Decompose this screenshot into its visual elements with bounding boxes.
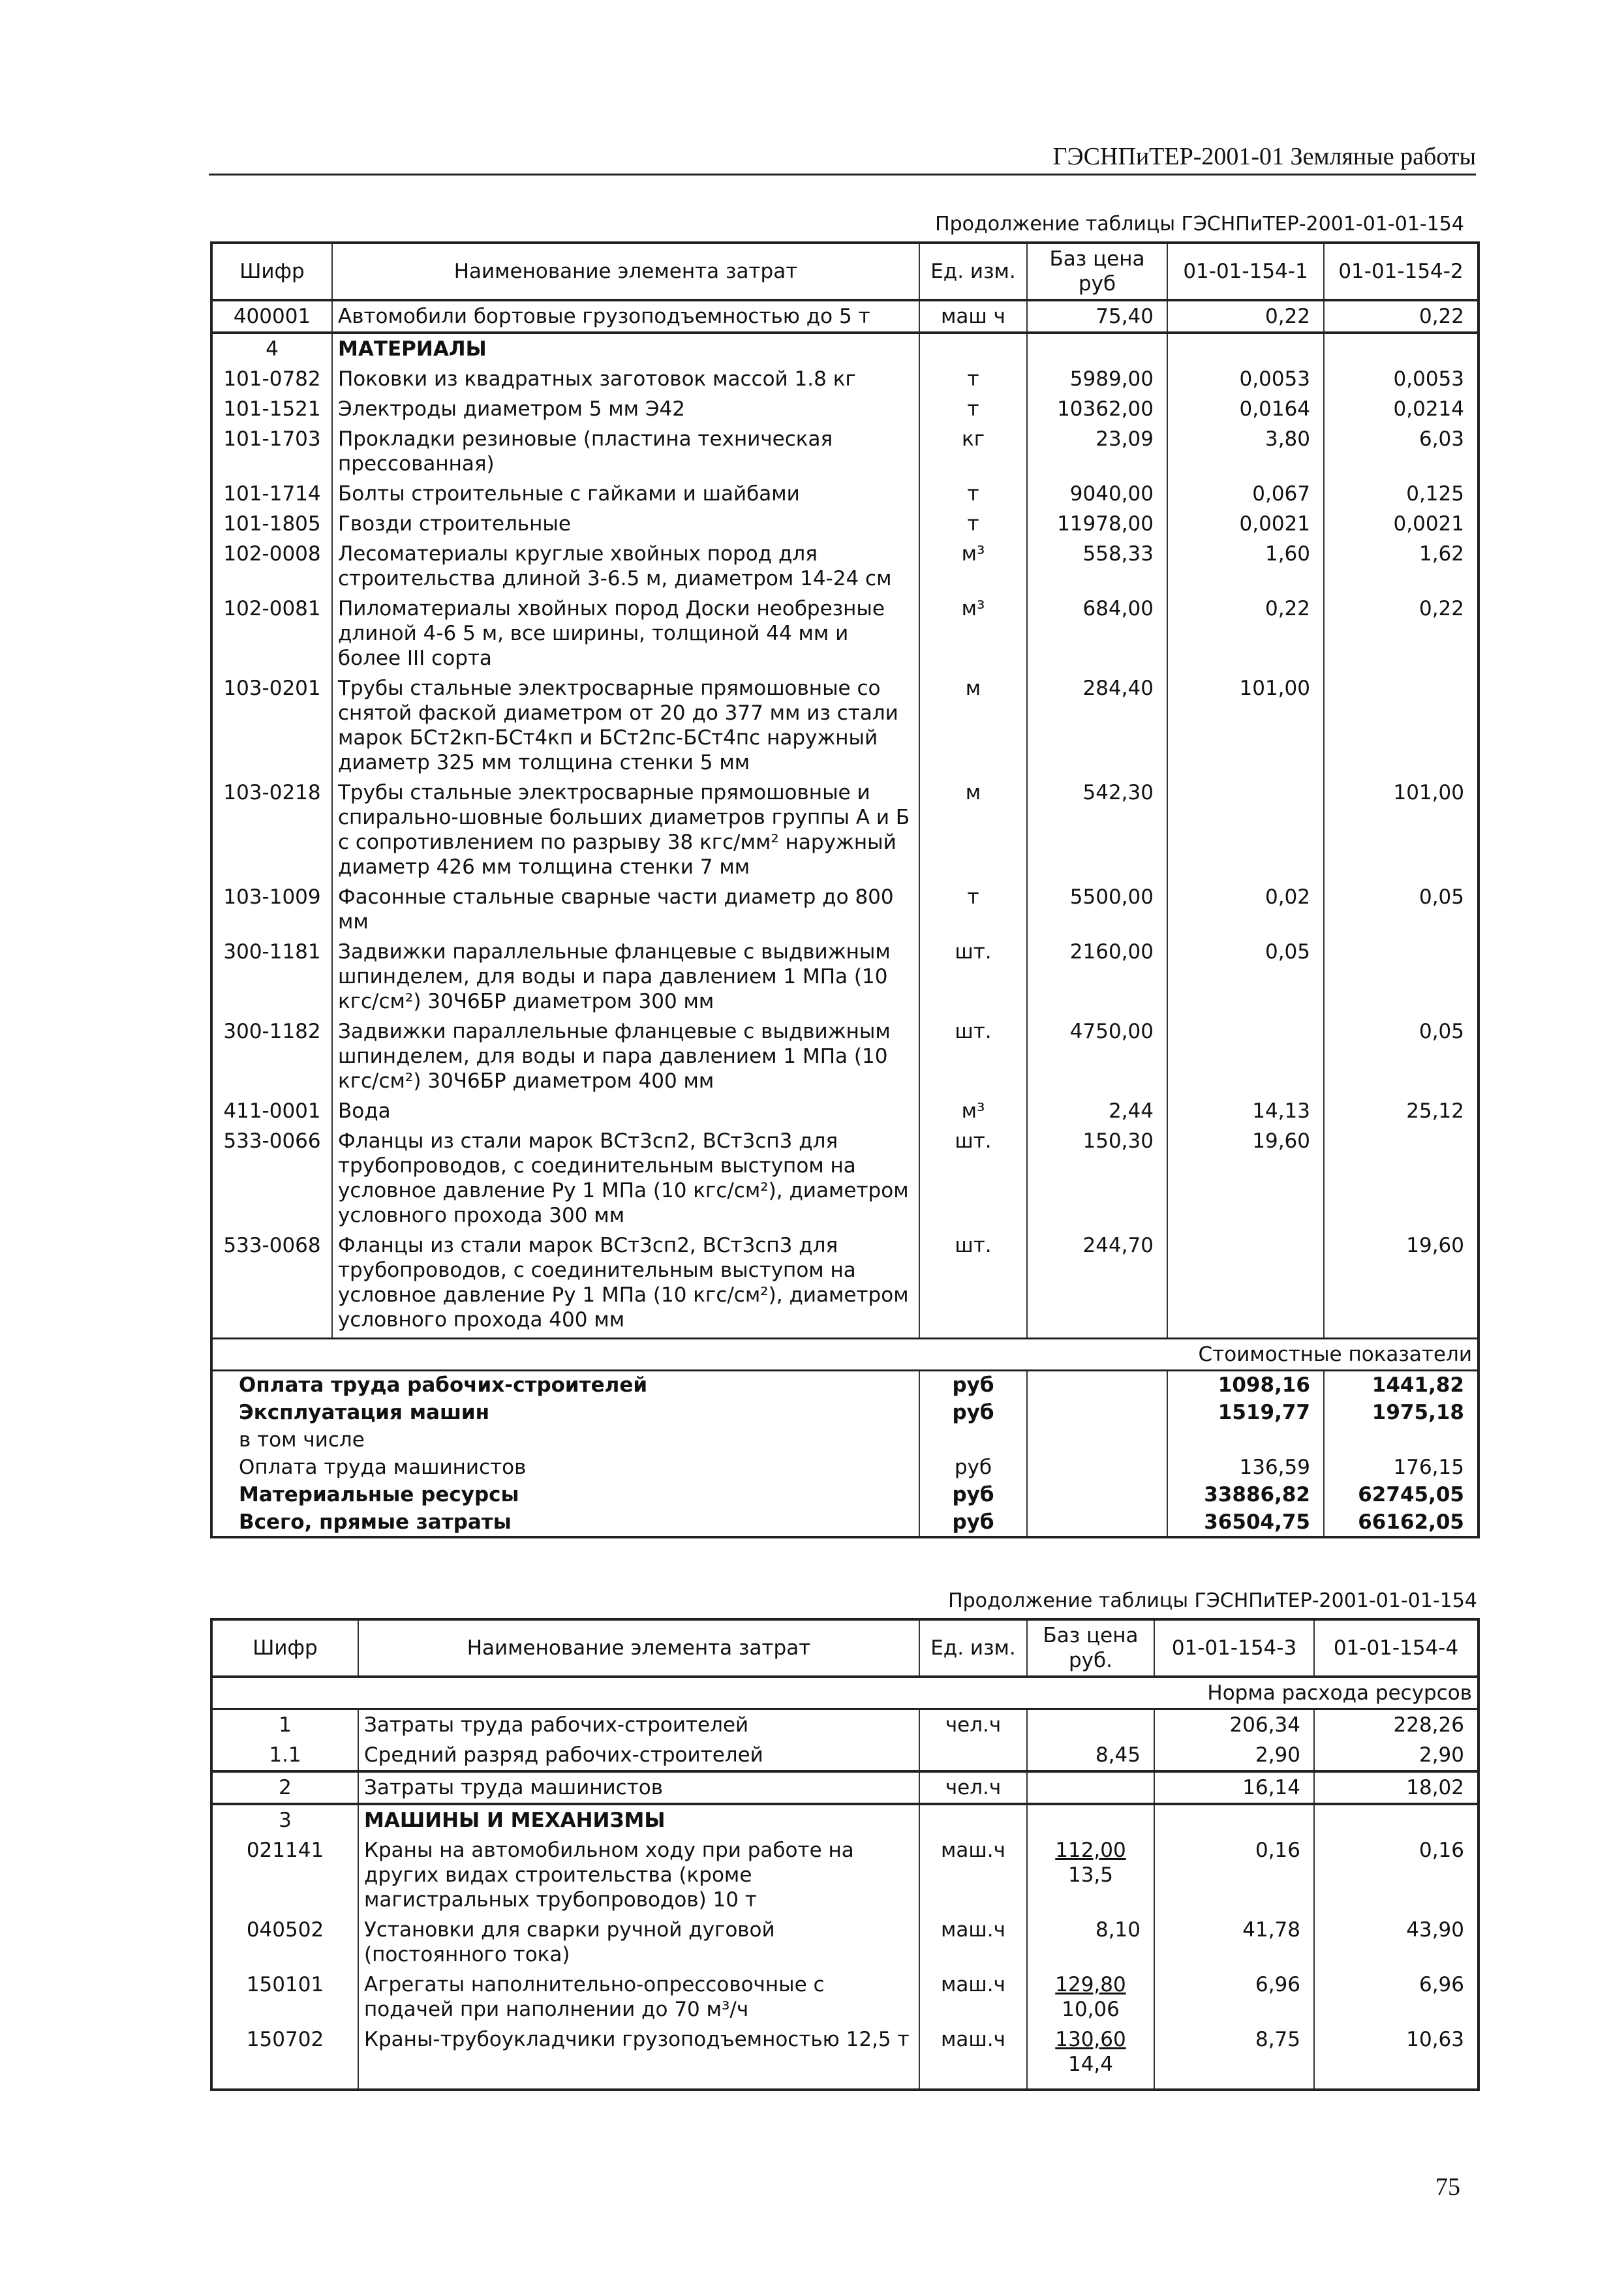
table-row (211, 394, 1478, 424)
row-code: 102-0008 (211, 539, 332, 594)
summary-unit: руб (919, 1454, 1027, 1481)
row-name: Вода (332, 1096, 919, 1126)
summary-label: Эксплуатация машин (211, 1399, 919, 1426)
row-unit: м³ (919, 1096, 1027, 1126)
row-value-1: 0,067 (1167, 479, 1324, 509)
head-col2: 01-01-154-4 (1314, 1619, 1478, 1677)
table1-head-row (211, 243, 1478, 300)
table2-caption: Продолжение таблицы ГЭСНПиТЕР-2001-01-01-154 (948, 1589, 1477, 1612)
row-value-1: 0,0164 (1167, 394, 1324, 424)
row-value-1 (1167, 1230, 1324, 1335)
row-code: 103-0201 (211, 673, 332, 778)
row-unit: маш.ч (919, 1835, 1027, 1915)
row-value-2: 0,0021 (1324, 509, 1478, 539)
head-price: Баз цена руб. (1027, 1619, 1154, 1677)
row-unit: шт. (919, 1126, 1027, 1230)
head-unit: Ед. изм. (919, 1619, 1027, 1677)
row-price: 11978,00 (1027, 509, 1167, 539)
row-unit: м³ (919, 594, 1027, 673)
row-code: 101-1805 (211, 509, 332, 539)
row-name: Затраты труда рабочих-строителей (358, 1709, 919, 1741)
row-value-1: 0,0021 (1167, 509, 1324, 539)
row-price: 75,40 (1027, 300, 1167, 333)
cost-band-row (211, 1339, 1478, 1371)
row-price: 558,33 (1027, 539, 1167, 594)
spacer-cell (1154, 2079, 1314, 2090)
row-name: Краны-трубоукладчики грузоподъемностью 12,5 т (358, 2025, 919, 2079)
row-value-1: 0,22 (1167, 300, 1324, 333)
row-unit: маш ч (919, 300, 1027, 333)
row-value-1: 0,05 (1167, 937, 1324, 1016)
summary-label: Оплата труда рабочих-строителей (211, 1371, 919, 1399)
row-price (1027, 333, 1167, 364)
row-code: 300-1182 (211, 1016, 332, 1096)
row-code: 4 (211, 333, 332, 364)
head-name: Наименование элемента затрат (332, 243, 919, 300)
head-col1: 01-01-154-1 (1167, 243, 1324, 300)
row-name: Фланцы из стали марок ВСт3сп2, ВСт3сп3 для трубопроводов, с соединительным выступом на условное давление Ру 1 МПа (10 кгс/см²), диаметром условного прохода 300 мм (332, 1126, 919, 1230)
table-row (211, 1804, 1478, 1835)
row-name: Краны на автомобильном ходу при работе на других видах строительства (кроме магистральных трубопроводов) 10 т (358, 1835, 919, 1915)
summary-value-2: 176,15 (1324, 1454, 1478, 1481)
row-name: Трубы стальные электросварные прямошовные со снятой фаской диаметром от 20 до 377 мм из стали марок БСт2кп-БСт4кп и БСт2пс-БСт4пс наружный диаметр 325 мм толщина стенки 5 мм (332, 673, 919, 778)
row-unit: т (919, 882, 1027, 937)
head-code: Шифр (211, 1619, 358, 1677)
row-value-1: 101,00 (1167, 673, 1324, 778)
summary-unit: руб (919, 1371, 1027, 1399)
table-row (211, 1771, 1478, 1804)
head-name: Наименование элемента затрат (358, 1619, 919, 1677)
row-unit: т (919, 394, 1027, 424)
table-row (211, 300, 1478, 333)
row-unit: маш.ч (919, 1970, 1027, 2025)
row-name: Пиломатериалы хвойных пород Доски необрезные длиной 4-6 5 м, все ширины, толщиной 44 мм и более III сорта (332, 594, 919, 673)
resource-table-2 (210, 1618, 1480, 2091)
row-value-2 (1324, 673, 1478, 778)
row-unit: м³ (919, 539, 1027, 594)
row-value-2: 0,16 (1314, 1835, 1478, 1915)
row-price (1027, 1740, 1154, 1771)
row-unit: маш.ч (919, 1915, 1027, 1970)
header-rule (209, 174, 1476, 176)
row-value-2: 1,62 (1324, 539, 1478, 594)
page-number: 75 (1435, 2173, 1460, 2201)
row-value-2: 10,63 (1314, 2025, 1478, 2079)
row-code: 1.1 (211, 1740, 358, 1771)
row-price: 2160,00 (1027, 937, 1167, 1016)
table2-head-row (211, 1619, 1478, 1677)
row-unit (919, 1740, 1027, 1771)
row-unit: шт. (919, 937, 1027, 1016)
row-code: 400001 (211, 300, 332, 333)
row-unit: кг (919, 424, 1027, 479)
row-code: 040502 (211, 1915, 358, 1970)
row-value-2: 43,90 (1314, 1915, 1478, 1970)
row-value-2: 25,12 (1324, 1096, 1478, 1126)
row-price: 5500,00 (1027, 882, 1167, 937)
row-price: 10362,00 (1027, 394, 1167, 424)
row-unit (919, 333, 1027, 364)
table-row (211, 882, 1478, 937)
row-code: 103-1009 (211, 882, 332, 937)
row-name: Электроды диаметром 5 мм Э42 (332, 394, 919, 424)
table1-body (211, 300, 1478, 1537)
row-name: Средний разряд рабочих-строителей (358, 1740, 919, 1771)
summary-row (211, 1454, 1478, 1481)
row-price (1027, 1915, 1154, 1970)
row-name: Фланцы из стали марок ВСт3сп2, ВСт3сп3 для трубопроводов, с соединительным выступом на условное давление Ру 1 МПа (10 кгс/см²), диаметром условного прохода 400 мм (332, 1230, 919, 1335)
row-value-1 (1167, 1016, 1324, 1096)
row-code: 3 (211, 1804, 358, 1835)
row-code: 103-0218 (211, 778, 332, 882)
table-row (211, 424, 1478, 479)
row-code: 533-0066 (211, 1126, 332, 1230)
price-main: 129,80 (1055, 1973, 1126, 1996)
price-main: 8,10 (1095, 1918, 1141, 1942)
summary-value-1: 1519,77 (1167, 1399, 1324, 1426)
row-price: 2,44 (1027, 1096, 1167, 1126)
row-unit: шт. (919, 1016, 1027, 1096)
row-code: 1 (211, 1709, 358, 1741)
table-row (211, 1709, 1478, 1741)
row-value-2 (1314, 1804, 1478, 1835)
table-row (211, 937, 1478, 1016)
summary-value-1 (1167, 1426, 1324, 1454)
row-name: Фасонные стальные сварные части диаметр до 800 мм (332, 882, 919, 937)
summary-unit (919, 1426, 1027, 1454)
row-price: 284,40 (1027, 673, 1167, 778)
table-row (211, 1740, 1478, 1771)
summary-unit: руб (919, 1481, 1027, 1508)
summary-value-1: 33886,82 (1167, 1481, 1324, 1508)
norm-band-row (211, 1677, 1478, 1709)
row-unit: м (919, 778, 1027, 882)
resource-table-1 (210, 241, 1480, 1538)
row-value-2: 6,96 (1314, 1970, 1478, 2025)
table-row (211, 1835, 1478, 1915)
row-price (1027, 2025, 1154, 2079)
row-code: 101-1714 (211, 479, 332, 509)
row-code: 533-0068 (211, 1230, 332, 1335)
summary-unit: руб (919, 1399, 1027, 1426)
row-code: 300-1181 (211, 937, 332, 1016)
row-value-1: 0,0053 (1167, 364, 1324, 394)
row-name: Трубы стальные электросварные прямошовные и спирально-шовные больших диаметров группы А и Б с сопротивлением по разрыву 38 кгс/мм² наружный диаметр 426 мм толщина стенки 7 мм (332, 778, 919, 882)
price-sub: 14,4 (1067, 2053, 1114, 2076)
norm-band-label: Норма расхода ресурсов (211, 1677, 1478, 1709)
table2-body (211, 1677, 1478, 2090)
row-unit: т (919, 509, 1027, 539)
table-row (211, 364, 1478, 394)
row-price (1027, 1970, 1154, 2025)
row-code: 2 (211, 1771, 358, 1804)
summary-value-2: 1975,18 (1324, 1399, 1478, 1426)
spacer-cell (1314, 2079, 1478, 2090)
row-value-2: 0,0053 (1324, 364, 1478, 394)
row-value-1: 8,75 (1154, 2025, 1314, 2079)
table1-caption: Продолжение таблицы ГЭСНПиТЕР-2001-01-01-154 (935, 213, 1464, 236)
summary-label: Оплата труда машинистов (211, 1454, 919, 1481)
row-unit: т (919, 364, 1027, 394)
summary-row (211, 1481, 1478, 1508)
row-unit: м (919, 673, 1027, 778)
row-value-1 (1154, 1804, 1314, 1835)
row-value-1 (1167, 333, 1324, 364)
row-name: Агрегаты наполнительно-опрессовочные с подачей при наполнении до 70 м³/ч (358, 1970, 919, 2025)
row-price (1027, 1771, 1154, 1804)
table-row (211, 479, 1478, 509)
page-header: ГЭСНПиТЕР-2001-01 Земляные работы (1052, 143, 1476, 170)
row-name: Автомобили бортовые грузоподъемностью до 5 т (332, 300, 919, 333)
row-price (1027, 1709, 1154, 1741)
cost-band-label: Стоимостные показатели (211, 1339, 1478, 1371)
row-value-2: 2,90 (1314, 1740, 1478, 1771)
row-price: 4750,00 (1027, 1016, 1167, 1096)
head-code: Шифр (211, 243, 332, 300)
row-value-1: 41,78 (1154, 1915, 1314, 1970)
row-name: МАТЕРИАЛЫ (332, 333, 919, 364)
row-price: 150,30 (1027, 1126, 1167, 1230)
head-unit: Ед. изм. (919, 243, 1027, 300)
row-name: Прокладки резиновые (пластина техническая прессованная) (332, 424, 919, 479)
summary-value-2 (1324, 1426, 1478, 1454)
row-code: 102-0081 (211, 594, 332, 673)
head-price: Баз цена руб (1027, 243, 1167, 300)
row-name: Задвижки параллельные фланцевые с выдвижным шпинделем, для воды и пара давлением 1 МПа (10 кгс/см²) 30Ч6БР диаметром 300 мм (332, 937, 919, 1016)
row-unit (919, 1804, 1027, 1835)
summary-value-2: 66162,05 (1324, 1508, 1478, 1537)
summary-value-1: 1098,16 (1167, 1371, 1324, 1399)
row-code: 101-1703 (211, 424, 332, 479)
summary-label: в том числе (211, 1426, 919, 1454)
row-price: 5989,00 (1027, 364, 1167, 394)
summary-empty (1027, 1426, 1167, 1454)
head-col2: 01-01-154-2 (1324, 243, 1478, 300)
row-code: 150101 (211, 1970, 358, 2025)
spacer-cell (1027, 2079, 1154, 2090)
table-row (211, 1970, 1478, 2025)
table-row (211, 778, 1478, 882)
row-value-1: 14,13 (1167, 1096, 1324, 1126)
summary-label: Всего, прямые затраты (211, 1508, 919, 1537)
spacer-row (211, 2079, 1478, 2090)
row-price: 23,09 (1027, 424, 1167, 479)
summary-value-1: 36504,75 (1167, 1508, 1324, 1537)
spacer-cell (211, 2079, 358, 2090)
row-name: Установки для сварки ручной дуговой (постоянного тока) (358, 1915, 919, 1970)
row-code: 101-1521 (211, 394, 332, 424)
table-row (211, 594, 1478, 673)
row-value-2: 0,125 (1324, 479, 1478, 509)
summary-unit: руб (919, 1508, 1027, 1537)
summary-value-1: 136,59 (1167, 1454, 1324, 1481)
row-unit: шт. (919, 1230, 1027, 1335)
row-value-1: 0,16 (1154, 1835, 1314, 1915)
table-row (211, 1096, 1478, 1126)
table-row (211, 509, 1478, 539)
summary-empty (1027, 1399, 1167, 1426)
row-code: 411-0001 (211, 1096, 332, 1126)
row-value-1: 16,14 (1154, 1771, 1314, 1804)
row-value-2: 6,03 (1324, 424, 1478, 479)
row-code: 021141 (211, 1835, 358, 1915)
row-price: 684,00 (1027, 594, 1167, 673)
row-value-1: 19,60 (1167, 1126, 1324, 1230)
row-value-1: 6,96 (1154, 1970, 1314, 2025)
table-row (211, 2025, 1478, 2079)
row-value-1: 0,22 (1167, 594, 1324, 673)
row-value-2: 0,05 (1324, 882, 1478, 937)
table-row (211, 673, 1478, 778)
summary-empty (1027, 1481, 1167, 1508)
summary-empty (1027, 1371, 1167, 1399)
row-value-2: 101,00 (1324, 778, 1478, 882)
row-value-2: 228,26 (1314, 1709, 1478, 1741)
row-value-1 (1167, 778, 1324, 882)
table-row (211, 539, 1478, 594)
row-unit: маш.ч (919, 2025, 1027, 2079)
row-name: Болты строительные с гайками и шайбами (332, 479, 919, 509)
row-value-2: 0,05 (1324, 1016, 1478, 1096)
row-price: 542,30 (1027, 778, 1167, 882)
row-value-2 (1324, 333, 1478, 364)
row-code: 101-0782 (211, 364, 332, 394)
price-main: 8,45 (1095, 1743, 1141, 1767)
row-value-1: 3,80 (1167, 424, 1324, 479)
row-value-2: 18,02 (1314, 1771, 1478, 1804)
summary-row (211, 1371, 1478, 1399)
row-value-2 (1324, 937, 1478, 1016)
row-name: МАШИНЫ И МЕХАНИЗМЫ (358, 1804, 919, 1835)
row-unit: т (919, 479, 1027, 509)
summary-empty (1027, 1454, 1167, 1481)
row-name: Затраты труда машинистов (358, 1771, 919, 1804)
head-col1: 01-01-154-3 (1154, 1619, 1314, 1677)
row-name: Гвозди строительные (332, 509, 919, 539)
row-unit: чел.ч (919, 1709, 1027, 1741)
row-value-1: 0,02 (1167, 882, 1324, 937)
row-value-2: 19,60 (1324, 1230, 1478, 1335)
summary-empty (1027, 1508, 1167, 1537)
summary-row (211, 1399, 1478, 1426)
row-value-2 (1324, 1126, 1478, 1230)
row-unit: чел.ч (919, 1771, 1027, 1804)
summary-label: Материальные ресурсы (211, 1481, 919, 1508)
summary-row (211, 1426, 1478, 1454)
table-row (211, 1915, 1478, 1970)
row-name: Поковки из квадратных заготовок массой 1.8 кг (332, 364, 919, 394)
row-name: Лесоматериалы круглые хвойных пород для строительства длиной 3-6.5 м, диаметром 14-24 см (332, 539, 919, 594)
row-price (1027, 1835, 1154, 1915)
table-row (211, 333, 1478, 364)
row-price: 9040,00 (1027, 479, 1167, 509)
row-price (1027, 1804, 1154, 1835)
row-value-2: 0,22 (1324, 300, 1478, 333)
price-sub: 13,5 (1067, 1863, 1114, 1887)
table-row (211, 1230, 1478, 1335)
row-value-1: 1,60 (1167, 539, 1324, 594)
row-price: 244,70 (1027, 1230, 1167, 1335)
row-code: 150702 (211, 2025, 358, 2079)
row-value-1: 206,34 (1154, 1709, 1314, 1741)
summary-value-2: 62745,05 (1324, 1481, 1478, 1508)
spacer-cell (358, 2079, 919, 2090)
price-sub: 10,06 (1062, 1998, 1120, 2021)
price-main: 130,60 (1055, 2028, 1126, 2051)
row-value-2: 0,22 (1324, 594, 1478, 673)
row-value-1: 2,90 (1154, 1740, 1314, 1771)
table-row (211, 1126, 1478, 1230)
summary-value-2: 1441,82 (1324, 1371, 1478, 1399)
spacer-cell (919, 2079, 1027, 2090)
table-row (211, 1016, 1478, 1096)
row-name: Задвижки параллельные фланцевые с выдвижным шпинделем, для воды и пара давлением 1 МПа (10 кгс/см²) 30Ч6БР диаметром 400 мм (332, 1016, 919, 1096)
price-main: 112,00 (1055, 1839, 1126, 1862)
summary-row (211, 1508, 1478, 1537)
row-value-2: 0,0214 (1324, 394, 1478, 424)
